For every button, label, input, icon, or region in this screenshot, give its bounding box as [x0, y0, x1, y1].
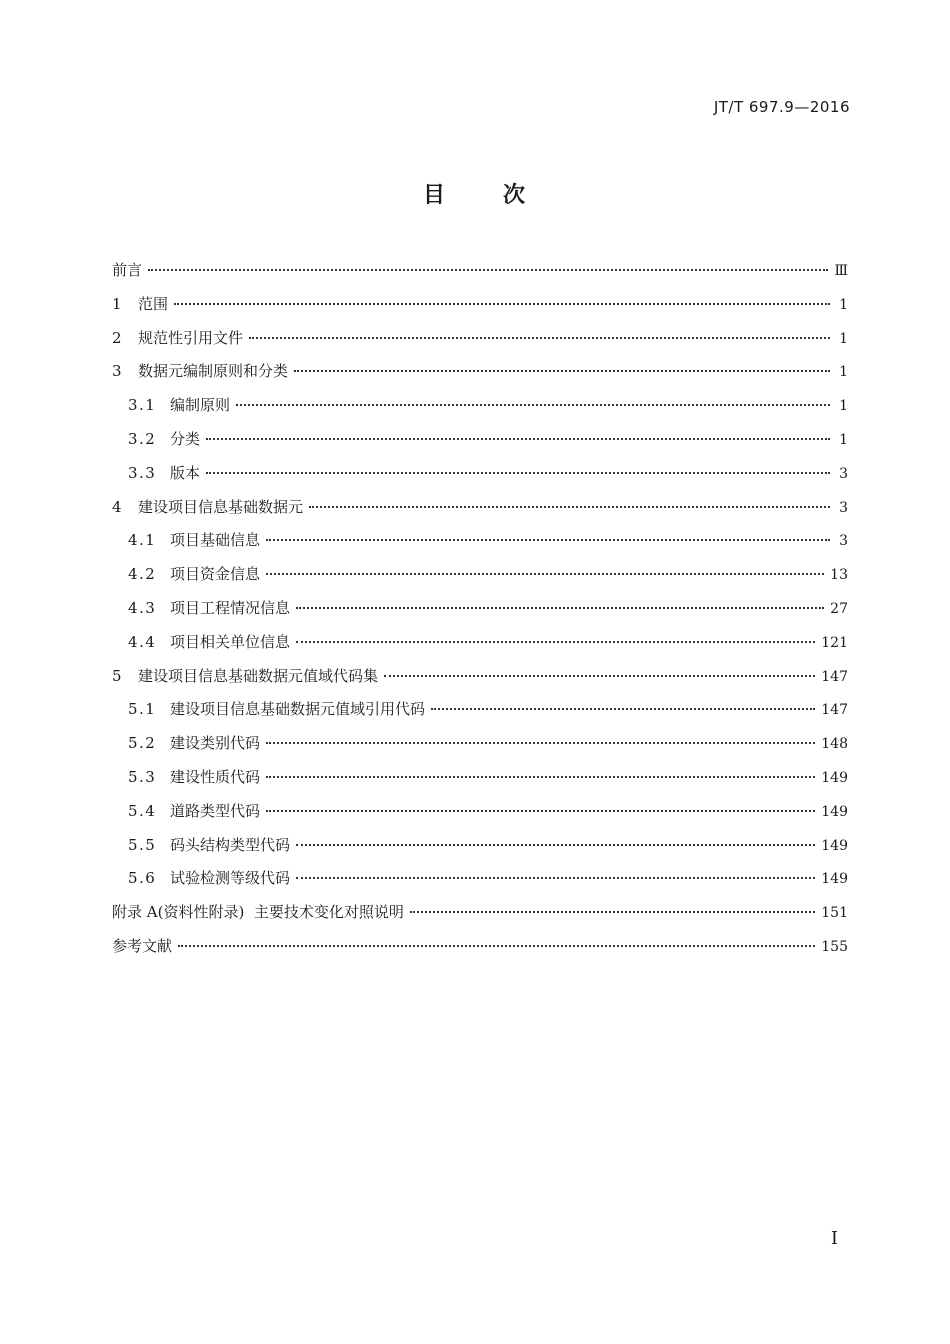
dot-leader: [174, 303, 830, 305]
toc-entry-label: 建设性质代码: [170, 767, 261, 786]
toc-entry-label: 前言: [112, 261, 143, 279]
toc-entry-page: 3: [839, 533, 848, 550]
toc-entry-number: 5.2: [128, 734, 157, 753]
page-title: [0, 178, 950, 209]
page-title-char-1: 目: [422, 183, 447, 208]
toc-entry-number: 4.1: [128, 531, 157, 550]
dot-leader: [148, 269, 828, 271]
toc-entry-label: 项目基础信息: [170, 531, 261, 550]
toc-entry-label: 项目资金信息: [170, 565, 261, 584]
toc-entry-page: 149: [821, 803, 848, 820]
dot-leader: [266, 776, 815, 778]
toc-entry-5-1[interactable]: [112, 693, 848, 727]
toc-entry-page: 149: [821, 871, 848, 888]
toc-entry-appendix-a[interactable]: [112, 896, 848, 930]
toc-entry-label: 道路类型代码: [170, 801, 261, 820]
dot-leader: [249, 337, 830, 339]
toc-entry-label: 范围: [138, 294, 169, 313]
toc-entry-page: 1: [839, 330, 848, 347]
toc-entry-number: 4.4: [128, 632, 157, 651]
toc-entry-page: 149: [821, 837, 848, 854]
toc-entry-label: 编制原则: [170, 396, 231, 415]
toc-entry-3[interactable]: [112, 355, 848, 389]
toc-entry-number: 3: [112, 362, 122, 381]
toc-entry-label: 建设项目信息基础数据元: [138, 497, 304, 516]
toc-entry-page: 1: [839, 296, 848, 313]
toc-entry-label: 试验检测等级代码: [170, 869, 291, 888]
toc-entry-page: 151: [821, 905, 848, 922]
toc-entry-1[interactable]: [112, 288, 848, 322]
dot-leader: [266, 742, 815, 744]
page-folio: I: [830, 1228, 838, 1249]
toc-entry-label: 建设类别代码: [170, 734, 261, 753]
dot-leader: [296, 607, 824, 609]
dot-leader: [294, 370, 830, 372]
toc-entry-5-3[interactable]: [112, 761, 848, 795]
toc-entry-number: 5.1: [128, 700, 157, 719]
toc-entry-number: 3.2: [128, 429, 157, 448]
toc-entry-3-2[interactable]: [112, 423, 848, 457]
toc-entry-page: 1: [839, 398, 848, 415]
toc-entry-number: 4.2: [128, 565, 157, 584]
toc-entry-page: 3: [839, 465, 848, 482]
toc-entry-number: 4.3: [128, 598, 157, 617]
toc-entry-label: 建设项目信息基础数据元值域引用代码: [170, 700, 426, 719]
toc-entry-page: 121: [821, 634, 848, 651]
toc-entry-3-1[interactable]: [112, 389, 848, 423]
toc-entry-5-6[interactable]: [112, 862, 848, 896]
dot-leader: [266, 810, 815, 812]
dot-leader: [384, 675, 815, 677]
standard-code: JT/T 697.9—2016: [713, 98, 850, 116]
toc-entry-page: 3: [839, 499, 848, 516]
toc-entry-page: 147: [821, 668, 848, 685]
toc-entry-number: 2: [112, 328, 122, 347]
toc-entry-number: 5: [112, 666, 122, 685]
toc-entry-4[interactable]: [112, 491, 848, 525]
toc-entry-number: 1: [112, 294, 122, 313]
toc-entry-page: Ⅲ: [834, 263, 848, 279]
toc-entry-label: 规范性引用文件: [138, 328, 244, 347]
dot-leader: [236, 404, 830, 406]
toc-entry-page: 147: [821, 702, 848, 719]
toc-entry-label: 项目工程情况信息: [170, 598, 291, 617]
toc-entry-label: 建设项目信息基础数据元值域代码集: [138, 666, 379, 685]
dot-leader: [296, 844, 815, 846]
toc-entry-number: 3.3: [128, 463, 157, 482]
toc-entry-5-2[interactable]: [112, 727, 848, 761]
toc-entry-5-4[interactable]: [112, 795, 848, 829]
toc-entry-number: 4: [112, 497, 122, 516]
toc-entry-2[interactable]: [112, 322, 848, 356]
toc-entry-page: 149: [821, 769, 848, 786]
toc-entry-number: 5.5: [128, 835, 157, 854]
toc-entry-label: 码头结构类型代码: [170, 835, 291, 854]
toc-entry-5-5[interactable]: [112, 829, 848, 863]
dot-leader: [431, 708, 815, 710]
dot-leader: [309, 506, 830, 508]
toc-entry-5[interactable]: [112, 660, 848, 694]
toc-entry-page: 27: [830, 600, 848, 617]
toc-entry-label: 项目相关单位信息: [170, 632, 291, 651]
dot-leader: [178, 945, 815, 947]
toc-entry-page: 1: [839, 431, 848, 448]
toc-entry-references[interactable]: [112, 930, 848, 964]
toc-entry-4-3[interactable]: [112, 592, 848, 626]
table-of-contents: [112, 254, 848, 964]
dot-leader: [410, 911, 815, 913]
toc-entry-label: 数据元编制原则和分类: [138, 362, 289, 381]
dot-leader: [206, 438, 830, 440]
toc-entry-number: 5.4: [128, 801, 157, 820]
toc-entry-4-4[interactable]: [112, 626, 848, 660]
toc-entry-label: 版本: [170, 463, 201, 482]
toc-entry-4-2[interactable]: [112, 558, 848, 592]
dot-leader: [296, 877, 815, 879]
dot-leader: [266, 573, 824, 575]
toc-entry-label: 附录 A(资料性附录) 主要技术变化对照说明: [112, 903, 404, 922]
toc-entry-page: 155: [821, 938, 848, 955]
toc-entry-3-3[interactable]: [112, 457, 848, 491]
toc-entry-number: 3.1: [128, 396, 157, 415]
toc-entry-page: 13: [830, 567, 848, 584]
toc-entry-foreword[interactable]: [112, 254, 848, 288]
toc-entry-label: 参考文献: [112, 936, 173, 955]
dot-leader: [266, 539, 830, 541]
toc-entry-page: 148: [821, 736, 848, 753]
toc-entry-number: 5.6: [128, 869, 157, 888]
dot-leader: [206, 472, 830, 474]
dot-leader: [296, 641, 815, 643]
toc-entry-number: 5.3: [128, 767, 157, 786]
page-title-char-2: 次: [503, 183, 528, 208]
toc-entry-4-1[interactable]: [112, 524, 848, 558]
toc-entry-page: 1: [839, 364, 848, 381]
toc-entry-label: 分类: [170, 429, 201, 448]
